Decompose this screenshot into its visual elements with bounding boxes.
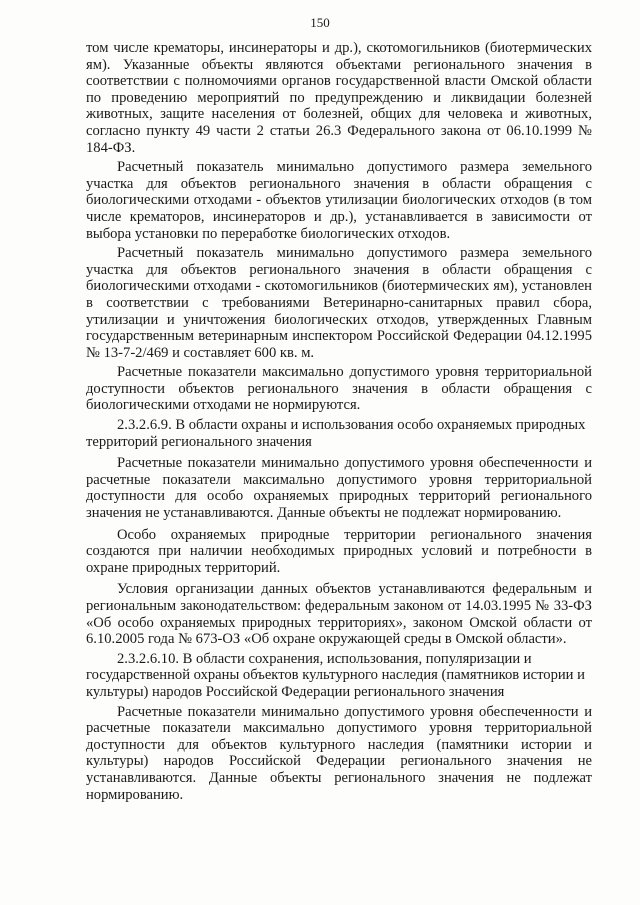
paragraph-protected-areas-creation: Особо охраняемых природные территории регионального значения создаются при наличии необходимых природных условий и потребности в охране природных территорий. <box>86 526 592 576</box>
section-heading-2-3-2-6-10: 2.3.2.6.10. В области сохранения, использования, популяризации и государственной охраны объектов культурного наследия (памятников истории и культуры) народов Российской Федерации регионального значения <box>86 650 585 700</box>
page-body <box>86 40 592 803</box>
paragraph-cattle-burial-land-plot: Расчетный показатель минимально допустимого размера земельного участка для объектов регионального значения в области обращения с биологическими отходами - скотомогильников (биотермических ям), установлен в соответствии с требованиями Ветеринарно-санитарных правил сбора, утилизации и уничтожения биологических отходов, утвержденных Главным государственным ветеринарным инспектором Российской Федерации 04.12.1995 № 13-7-2/469 и составляет 600 кв. м. <box>86 245 592 361</box>
paragraph-protected-areas-indicators: Расчетные показатели минимально допустимого уровня обеспеченности и расчетные показатели максимально допустимого уровня территориальной доступности для особо охраняемых природных территорий регионального значения не устанавливаются. Данные объекты не подлежат нормированию. <box>86 455 592 522</box>
page-number: 150 <box>310 15 330 30</box>
paragraph-protected-areas-legislation: Условия организации данных объектов устанавливаются федеральным и региональным законодательством: федеральным законом от 14.03.1995 № 33-ФЗ «Об особо охраняемых природных территориях», законом Омской области от 6.10.2005 года № 673-ОЗ «Об охране окружающей среды в Омской области». <box>86 581 592 648</box>
paragraph-utilization-land-plot: Расчетный показатель минимально допустимого размера земельного участка для объектов регионального значения в области обращения с биологическими отходами - объектов утилизации биологических отходов (в том числе крематоров, инсинераторов и др.), устанавливается в зависимости от выбора установки по переработке биологических отходов. <box>86 159 592 242</box>
paragraph-cultural-heritage-indicators: Расчетные показатели минимально допустимого уровня обеспеченности и расчетные показатели максимально допустимого уровня территориальной доступности для объектов культурного наследия (памятники истории и культуры) народов Российской Федерации регионального значения не устанавливаются. Данные объекты регионального значения не подлежат нормированию. <box>86 703 592 803</box>
paragraph-biowaste-accessibility: Расчетные показатели максимально допустимого уровня территориальной доступности объектов регионального значения в области обращения с биологическими отходами не нормируются. <box>86 364 592 414</box>
paragraph-continuation: том числе крематоры, инсинераторы и др.), скотомогильников (биотермических ям). Указанные объекты являются объектами регионального значения в соответствии с полномочиями органов государственной власти Омской области по проведению мероприятий по предупреждению и ликвидации болезней животных, защите населения от болезней, общих для человека и животных, согласно пункту 49 части 2 статьи 26.3 Федерального закона от 06.10.1999 № 184-ФЗ. <box>86 40 592 156</box>
section-heading-2-3-2-6-9: 2.3.2.6.9. В области охраны и использования особо охраняемых природных территорий регионального значения <box>86 417 586 450</box>
